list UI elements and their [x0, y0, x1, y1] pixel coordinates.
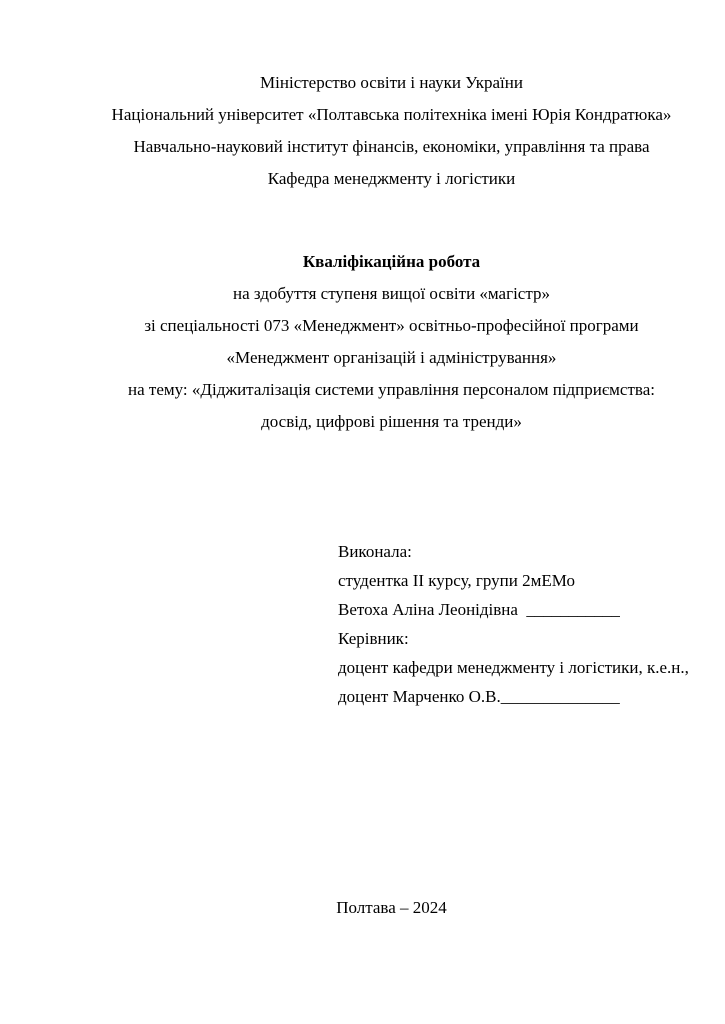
institute-line: Навчально-науковий інститут фінансів, економіки, управління та права — [133, 137, 650, 156]
student-name-signature: Ветоха Аліна Леонідівна ___________ — [338, 600, 620, 619]
supervisor-position: доцент кафедри менеджменту і логістики, к.е.н., — [338, 658, 689, 677]
executor-label: Виконала: — [338, 542, 412, 561]
supervisor-name-signature: доцент Марченко О.В.______________ — [338, 687, 620, 706]
footer-block — [104, 892, 679, 924]
city-year: Полтава – 2024 — [336, 898, 447, 917]
degree-line: на здобуття ступеня вищої освіти «магістр» — [233, 284, 550, 303]
supervisor-label: Керівник: — [338, 629, 409, 648]
department-line: Кафедра менеджменту і логістики — [267, 169, 516, 188]
ministry-line: Міністерство освіти і науки України — [260, 73, 523, 92]
program-line: «Менеджмент організацій і адміністрування» — [226, 348, 557, 367]
specialty-line: зі спеціальності 073 «Менеджмент» освітньо-професійної програми — [144, 316, 639, 335]
topic-line-2: досвід, цифрові рішення та тренди» — [261, 412, 522, 431]
university-line: Національний університет «Полтавська політехніка імені Юрія Кондратюка» — [111, 105, 672, 124]
header-block — [104, 67, 679, 195]
title-block — [104, 246, 679, 438]
work-type-title: Кваліфікаційна робота — [302, 252, 481, 271]
student-line: студентка ІІ курсу, групи 2мЕМо — [338, 571, 575, 590]
author-block — [338, 537, 689, 711]
topic-line-1: на тему: «Діджиталізація системи управління персоналом підприємства: — [128, 380, 655, 399]
